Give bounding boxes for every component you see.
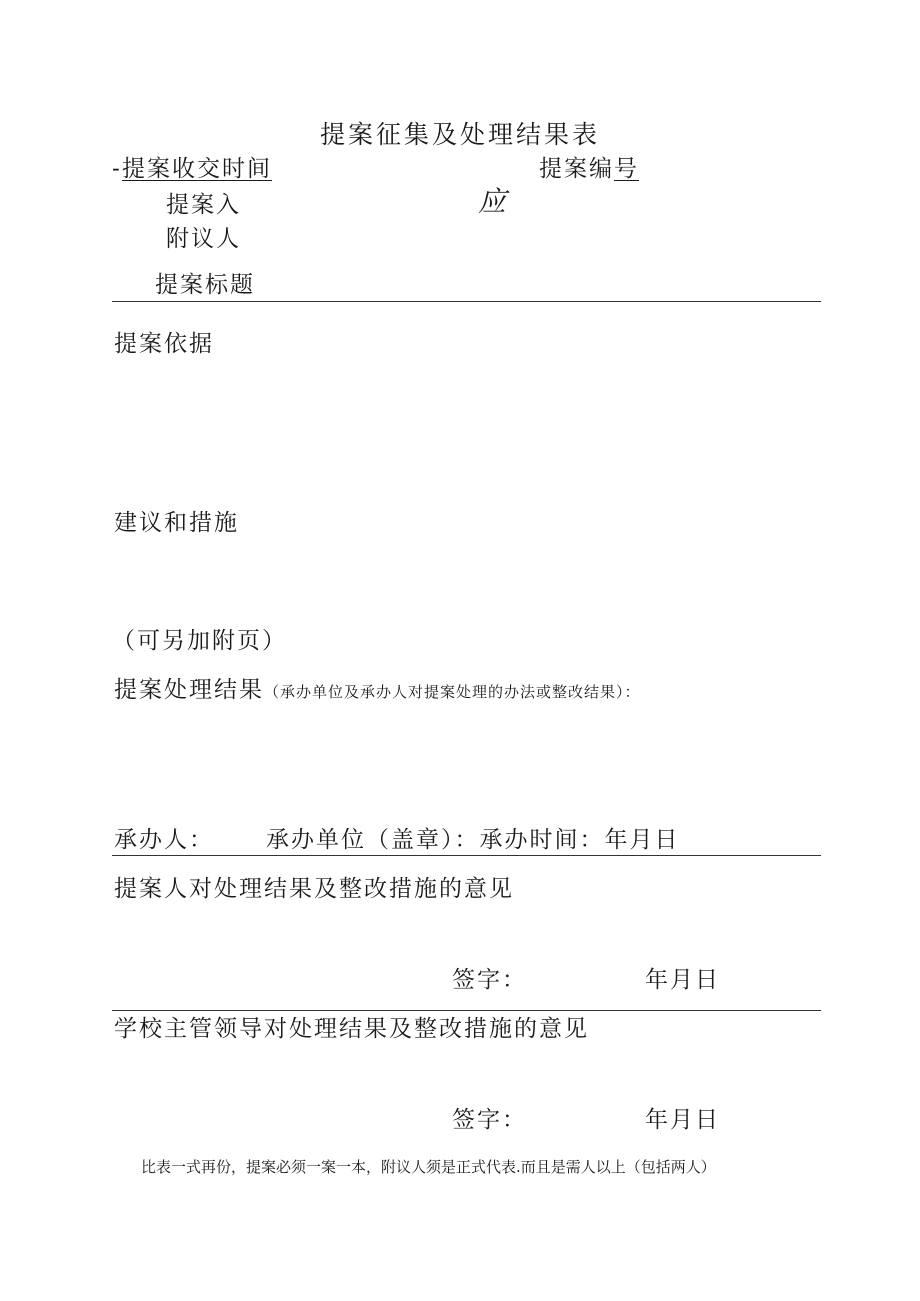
proposal-no-label-end: 号 bbox=[614, 156, 639, 182]
handwritten-mark: 应 bbox=[478, 185, 509, 218]
divider-line bbox=[112, 1010, 821, 1011]
divider-line bbox=[112, 855, 821, 856]
date-label: 年月日 bbox=[645, 1107, 720, 1133]
suggestion-label: 建议和措施 bbox=[114, 510, 239, 536]
form-title: 提案征集及处理结果表 bbox=[319, 120, 600, 149]
subject-label: 提案标题 bbox=[155, 272, 255, 298]
dash-mark: - bbox=[112, 156, 122, 182]
handler-label: 承办人： bbox=[114, 827, 214, 853]
proposal-no-label-main: 提案编 bbox=[539, 156, 614, 182]
sign-label: 签字： bbox=[452, 1107, 527, 1133]
receive-time-label: 提案收交时间 bbox=[122, 156, 272, 182]
basis-label: 提案依据 bbox=[114, 331, 214, 357]
result-label-row bbox=[114, 679, 641, 702]
unit-time-label: 承办单位（盖章）：承办时间：年月日 bbox=[266, 827, 680, 853]
attach-note: （可另加附页） bbox=[112, 628, 287, 654]
result-label: 提案处理结果 bbox=[114, 677, 264, 703]
divider-line bbox=[112, 301, 821, 302]
result-note: （承办单位及承办人对提案处理的办法或整改结果）： bbox=[264, 683, 641, 701]
seconder-label: 附议人 bbox=[166, 226, 241, 252]
sign-label: 签字： bbox=[452, 967, 527, 993]
leader-opinion-label: 学校主管领导对处理结果及整改措施的意见 bbox=[114, 1016, 589, 1042]
date-label: 年月日 bbox=[645, 967, 720, 993]
footer-note: 比表一式再份，提案必须一案一本，附议人须是正式代表.而且是需人以上（包括两人） bbox=[141, 1158, 716, 1176]
proposer-opinion-label: 提案人对处理结果及整改措施的意见 bbox=[114, 876, 514, 902]
proposal-no-label bbox=[539, 158, 639, 181]
proposer-label: 提案入 bbox=[166, 192, 241, 218]
